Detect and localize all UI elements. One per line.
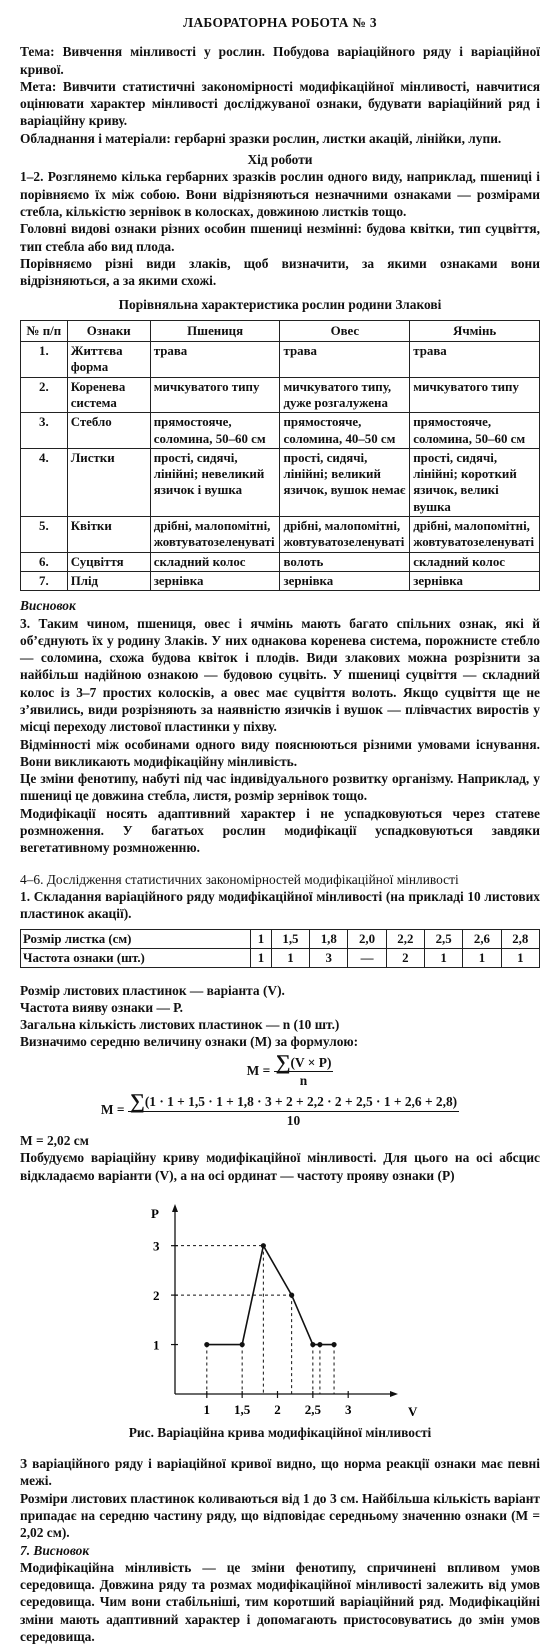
numerator-text: (V × P) bbox=[290, 1054, 332, 1070]
table-cell: прості, сидячі, лінійні; великий язичок, вушок немає bbox=[280, 448, 410, 516]
header-cell: Овес bbox=[280, 320, 410, 341]
paragraph: Це зміни фенотипу, набуті під час індивідуального розвитку організму. Наприклад, у пшениці це довжина стебла, листя, розмір зернівок тощо. bbox=[20, 771, 540, 804]
equipment-text: гербарні зразки рослин, листки акацій, лінійки, лупи. bbox=[174, 130, 502, 146]
table-cell: — bbox=[348, 948, 386, 967]
table-cell: Суцвіття bbox=[67, 552, 150, 571]
table-cell: 3 bbox=[310, 948, 348, 967]
table-cell: прості, сидячі, лінійні; короткий язичок, великі вушка bbox=[410, 448, 540, 516]
paragraph: Відмінності між особинами одного виду пояснюються різними умовами існування. Вони викликають модифікаційну мінливість. bbox=[20, 736, 540, 769]
definition-line: Загальна кількість листових пластинок — n (10 шт.) bbox=[20, 1017, 340, 1033]
table-cell: зернівка bbox=[280, 571, 410, 590]
table-cell: прямостояче, соломина, 50–60 см bbox=[150, 413, 280, 449]
table-row bbox=[21, 552, 540, 571]
goal-label: Мета: bbox=[20, 78, 57, 94]
lab-page bbox=[20, 0, 540, 1645]
y-axis-arrow bbox=[172, 1204, 178, 1212]
definitions bbox=[20, 982, 540, 1051]
table-cell: 1. bbox=[21, 342, 68, 378]
table-cell: Квітки bbox=[67, 517, 150, 553]
table-cell: 1 bbox=[501, 948, 539, 967]
y-axis-label: P bbox=[151, 1205, 159, 1221]
data-point bbox=[331, 1342, 336, 1347]
table-cell: прямостояче, соломина, 50–60 см bbox=[410, 413, 540, 449]
paragraph: Модифікації носять адаптивний характер і не успадковуються через статеве розмноження. У багатьох рослин модифікації успадковуються завдяки вегетативному розмноженню. bbox=[20, 805, 540, 856]
table-cell: Стебло bbox=[67, 413, 150, 449]
table-row bbox=[21, 448, 540, 516]
curve-text: Побудуємо варіаційну криву модифікаційної мінливості. Для цього на осі абсцис відкладаємо варіанти (V), а на осі ординат — частоту прояву ознаки (Р) bbox=[20, 1150, 540, 1183]
table-cell: зернівка bbox=[410, 571, 540, 590]
formula-mean bbox=[40, 1049, 540, 1090]
formula-numerator bbox=[274, 1049, 334, 1074]
table-cell: 1 bbox=[425, 948, 463, 967]
paragraph: Головні видові ознаки різних особин пшениці незмінні: будова квітки, тип суцвіття, тип стебла або вид плода. bbox=[20, 221, 540, 254]
header-cell: Пшениця bbox=[150, 320, 280, 341]
table-cell: складний колос bbox=[410, 552, 540, 571]
formula-calculation bbox=[20, 1089, 540, 1129]
final-conclusion-label: 7. Висновок bbox=[20, 1542, 90, 1558]
formula-numerator bbox=[128, 1089, 459, 1114]
equipment-label: Обладнання і матеріали: bbox=[20, 130, 171, 146]
definition-line: Визначимо середню величину ознаки (М) за формулою: bbox=[20, 1034, 359, 1050]
formula-denominator: 10 bbox=[286, 1112, 301, 1128]
table-cell: дрібні, малопомітні, жовтуватозеленуваті bbox=[280, 517, 410, 553]
theme-line bbox=[20, 43, 540, 78]
table-row bbox=[21, 413, 540, 449]
section-heading: 4–6. Дослідження статистичних закономірностей модифікаційної мінливості bbox=[20, 871, 459, 887]
definition-line: Частота вияву ознаки — Р. bbox=[20, 999, 184, 1015]
table-cell: 2 bbox=[386, 948, 424, 967]
theme-text: Вивчення мінливості у рослин. Побудова варіаційного ряду і варіаційної кривої. bbox=[20, 44, 540, 77]
formula-lhs: M = bbox=[246, 1062, 271, 1078]
header-cell: Ячмінь bbox=[410, 320, 540, 341]
table-cell: 4. bbox=[21, 448, 68, 516]
goal-line bbox=[20, 78, 540, 130]
table-cell: 5. bbox=[21, 517, 68, 553]
definition-line: Розмір листових пластинок — варіанта (V). bbox=[20, 982, 285, 998]
table-header-row bbox=[21, 320, 540, 341]
table-cell: 2,0 bbox=[348, 929, 386, 948]
table-cell: 7. bbox=[21, 571, 68, 590]
chart-container bbox=[20, 1194, 540, 1422]
paragraph: 1–2. Розглянемо кілька гербарних зразків рослин одного виду, наприклад, пшениці і порівняємо їх між собою. Вони відрізняються незначними ознаками — розмірами стебла, кількістю зернівок в колосках, довжиною листків тощо. bbox=[20, 169, 540, 219]
data-point bbox=[261, 1243, 266, 1248]
table-cell: 1 bbox=[271, 948, 309, 967]
intro-paragraphs bbox=[20, 168, 540, 289]
table-cell: мичкуватого типу bbox=[150, 377, 280, 413]
table-row bbox=[21, 517, 540, 553]
table-row bbox=[21, 342, 540, 378]
conclusion-paragraphs bbox=[20, 615, 540, 857]
equipment-line bbox=[20, 130, 540, 147]
variation-row-size bbox=[21, 929, 540, 948]
table-cell: 2,6 bbox=[463, 929, 501, 948]
y-tick-label: 1 bbox=[153, 1337, 160, 1353]
sum-symbol: ∑ bbox=[129, 1089, 145, 1114]
table-row bbox=[21, 377, 540, 413]
table-cell: 2,5 bbox=[425, 929, 463, 948]
table-cell: трава bbox=[410, 342, 540, 378]
table-cell: 1 bbox=[251, 948, 272, 967]
table-cell: 3. bbox=[21, 413, 68, 449]
data-point bbox=[240, 1342, 245, 1347]
table-cell: Коренева система bbox=[67, 377, 150, 413]
x-tick-label: 1,5 bbox=[234, 1401, 251, 1417]
intro bbox=[20, 43, 540, 147]
table-cell: 1,8 bbox=[310, 929, 348, 948]
data-point bbox=[310, 1342, 315, 1347]
table-cell: складний колос bbox=[150, 552, 280, 571]
table-caption: Порівняльна характеристика рослин родини Злакові bbox=[118, 297, 442, 313]
after-chart bbox=[20, 1455, 540, 1541]
variation-curve-chart bbox=[20, 1194, 540, 1422]
conclusion-label: Висновок bbox=[20, 598, 76, 614]
row-label: Розмір листка (см) bbox=[21, 929, 251, 948]
header-cell: Ознаки bbox=[67, 320, 150, 341]
table-cell: 6. bbox=[21, 552, 68, 571]
x-tick-label: 2,5 bbox=[304, 1401, 321, 1417]
table-cell: трава bbox=[280, 342, 410, 378]
paragraph: 3. Таким чином, пшениця, овес і ячмінь мають багато спільних ознак, які й об’єднують їх у родину Злаків. У них однакова коренева система, порожнисте стебло — соломина, схожа будова квіток і плодів. Види злакових можна розрізнити за найбільш надійною ознакою — будовою суцвіть. У пшениці суцвіття — складний колос із 3–7 простих колосків, а овес має суцвіття волоть. Якщо суцвіття ще не з’явились, види розрізняють за наявністю язичків і вушок — плівчастих виростів у місці переходу листової пластинки у піхву. bbox=[20, 615, 540, 735]
page-title: ЛАБОРАТОРНА РОБОТА № 3 bbox=[183, 15, 377, 30]
comparison-table-body bbox=[21, 342, 540, 591]
formula-fraction bbox=[128, 1089, 459, 1129]
table-row bbox=[21, 571, 540, 590]
table-cell: 1,5 bbox=[271, 929, 309, 948]
mean-result: M = 2,02 см bbox=[20, 1132, 89, 1148]
table-cell: мичкуватого типу, дуже розгалужена bbox=[280, 377, 410, 413]
goal-text: Вивчити статистичні закономірності модифікаційної мінливості, навчитися оцінювати характер мінливості досліджуваної ознаки, будувати варіаційний ряд і варіаційну криву. bbox=[20, 78, 540, 129]
table-cell: трава bbox=[150, 342, 280, 378]
x-axis-arrow bbox=[390, 1391, 398, 1397]
table-cell: прості, сидячі, лінійні; невеликий язичок і вушка bbox=[150, 448, 280, 516]
row-label: Частота ознаки (шт.) bbox=[21, 948, 251, 967]
formula-denominator: n bbox=[299, 1073, 308, 1089]
progress-heading: Хід роботи bbox=[247, 152, 313, 168]
x-axis-label: V bbox=[408, 1403, 418, 1419]
table-cell: 2,2 bbox=[386, 929, 424, 948]
table-cell: мичкуватого типу bbox=[410, 377, 540, 413]
sum-symbol: ∑ bbox=[275, 1049, 291, 1074]
figure-caption: Рис. Варіаційна крива модифікаційної мінливості bbox=[128, 1424, 432, 1440]
paragraph: Розміри листових пластинок коливаються від 1 до 3 см. Найбільша кількість варіант припадає на середню частину ряду, що відповідає середньому значенню ознаки (М = 2,02 см). bbox=[20, 1490, 540, 1541]
table-cell: прямостояче, соломина, 40–50 см bbox=[280, 413, 410, 449]
paragraph: Порівняємо різні види злаків, щоб визначити, за якими ознаками вони відрізняються, а за якими схожі. bbox=[20, 255, 540, 289]
table-cell: 1 bbox=[251, 929, 272, 948]
y-tick-label: 3 bbox=[153, 1238, 160, 1254]
comparison-table bbox=[20, 320, 540, 591]
variation-row-frequency bbox=[21, 948, 540, 967]
paragraph: З варіаційного ряду і варіаційної кривої видно, що норма реакції ознаки має певні межі. bbox=[20, 1456, 540, 1489]
numerator-text: (1 · 1 + 1,5 · 1 + 1,8 · 3 + 2 + 2,2 · 2 + 2,5 · 1 + 2,6 + 2,8) bbox=[144, 1094, 458, 1110]
formula-fraction bbox=[274, 1049, 334, 1090]
header-cell: № п/п bbox=[21, 320, 68, 341]
table-cell: 2,8 bbox=[501, 929, 539, 948]
table-cell: дрібні, малопомітні, жовтуватозеленуваті bbox=[410, 517, 540, 553]
x-tick-label: 2 bbox=[274, 1401, 281, 1417]
table-cell: 1 bbox=[463, 948, 501, 967]
x-tick-label: 1 bbox=[203, 1401, 211, 1417]
variation-table bbox=[20, 929, 540, 968]
table-cell: Листки bbox=[67, 448, 150, 516]
table-cell: 2. bbox=[21, 377, 68, 413]
data-point bbox=[289, 1292, 294, 1297]
table-cell: дрібні, малопомітні, жовтуватозеленуваті bbox=[150, 517, 280, 553]
table-cell: Плід bbox=[67, 571, 150, 590]
data-point bbox=[204, 1342, 209, 1347]
final-conclusion: Модифікаційна мінливість — це зміни фенотипу, спричинені впливом умов середовища. Довжина ряду та розмах модифікаційної мінливості залежить від умов середовища. Чим вони стабільніші, тим коротший варіаційний ряд. Модифікаційні зміни мають адаптивний характер і допомагають пристосовуватись до змін умов середовища. bbox=[20, 1559, 540, 1645]
table-cell: волоть bbox=[280, 552, 410, 571]
table-cell: зернівка bbox=[150, 571, 280, 590]
table-cell: Життєва форма bbox=[67, 342, 150, 378]
formula-lhs: M = bbox=[100, 1102, 125, 1118]
x-tick-label: 3 bbox=[344, 1401, 352, 1417]
y-tick-label: 2 bbox=[153, 1287, 160, 1303]
step-1: 1. Складання варіаційного ряду модифікаційної мінливості (на прикладі 10 листових пластинок акації). bbox=[20, 888, 540, 922]
theme-label: Тема: bbox=[20, 44, 55, 60]
data-point bbox=[317, 1342, 322, 1347]
